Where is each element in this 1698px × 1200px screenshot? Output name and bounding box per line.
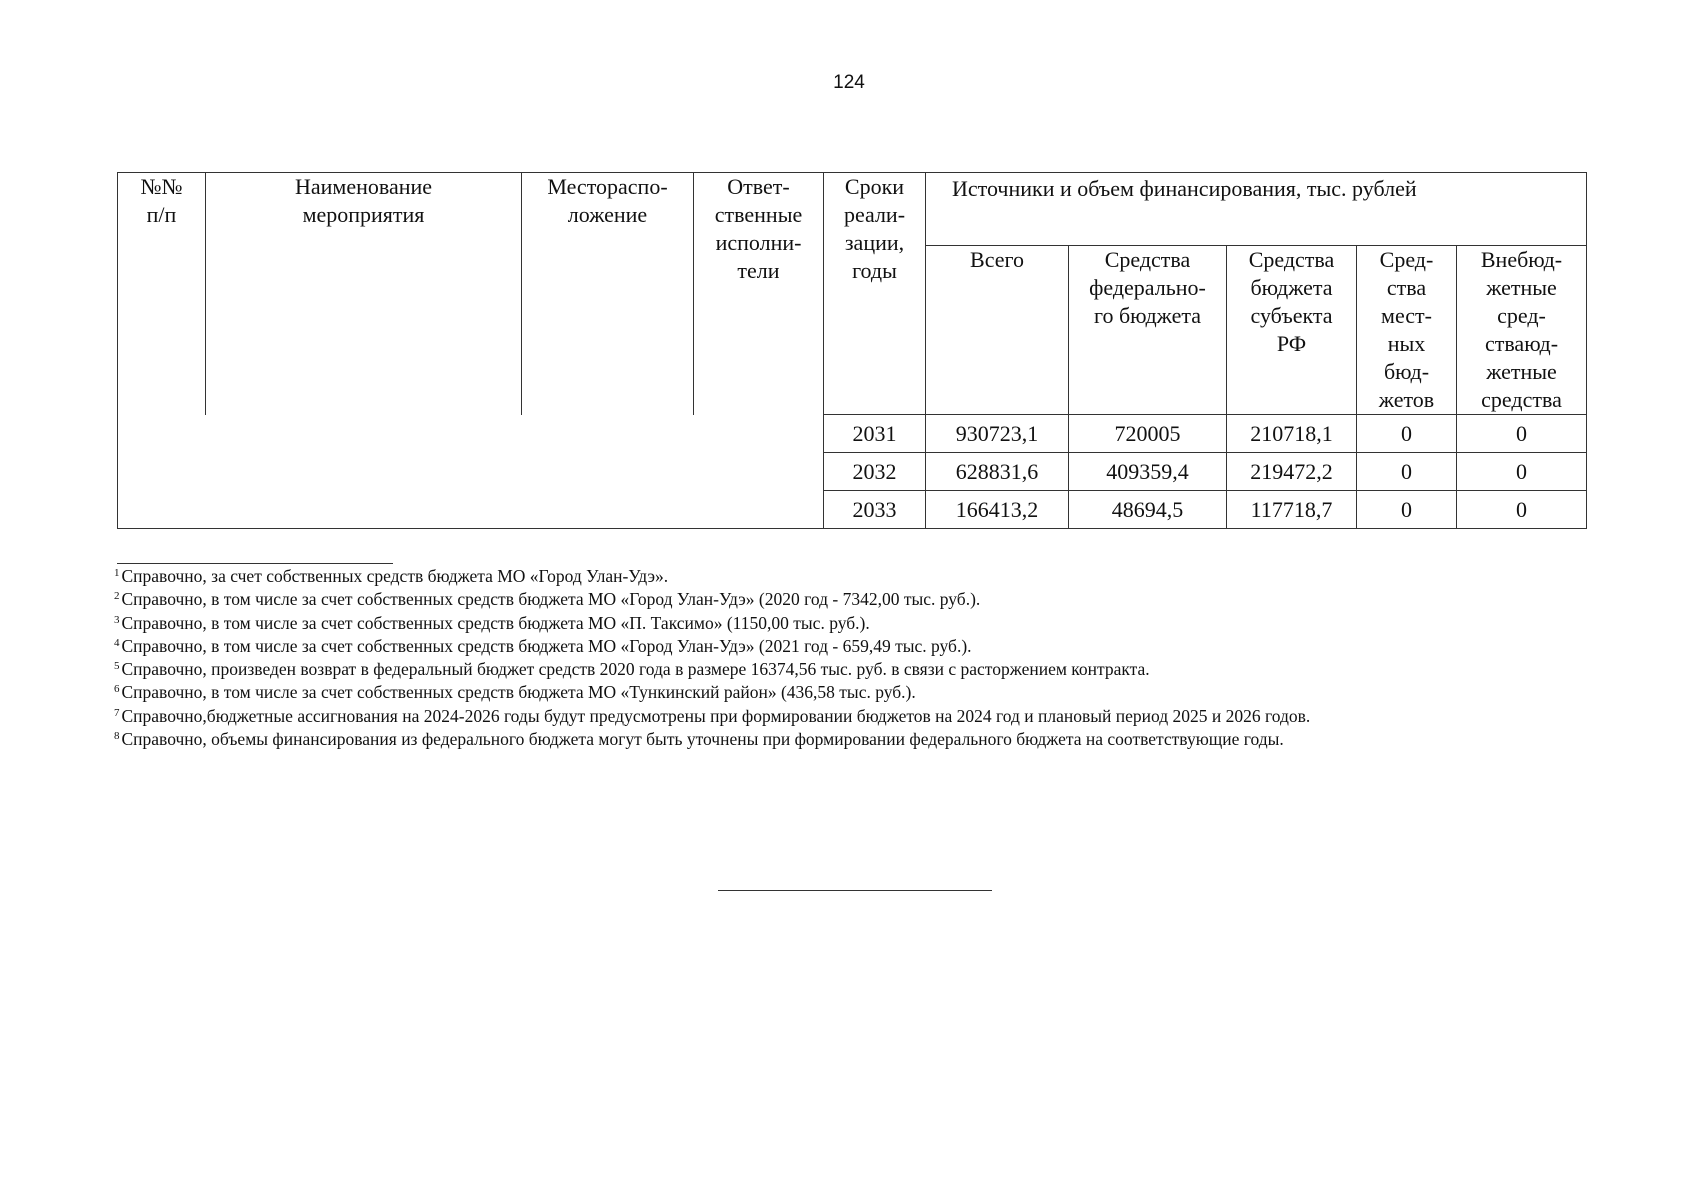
cell-year: 2033 xyxy=(824,491,926,529)
footnote xyxy=(114,588,1594,611)
footnote-mark: 5 xyxy=(114,660,120,673)
footnote-mark: 3 xyxy=(114,613,120,626)
cell-total: 166413,2 xyxy=(926,491,1069,529)
footnote-mark: 7 xyxy=(114,706,120,719)
footnote xyxy=(114,705,1594,728)
footnote-text: Справочно, объемы финансирования из федерального бюджета могут быть уточнены при формировании федерального бюджета на соответствующие годы. xyxy=(121,729,1284,750)
cell-federal: 48694,5 xyxy=(1069,491,1227,529)
footnote-separator xyxy=(117,563,393,564)
footnote xyxy=(114,658,1594,681)
empty-merged-cell xyxy=(118,415,824,529)
table-row xyxy=(118,415,1587,453)
footnote-text: Справочно, в том числе за счет собственных средств бюджета МО «Город Улан-Удэ» (2020 год - 7342,00 тыс. руб.). xyxy=(121,589,981,610)
cell-total: 628831,6 xyxy=(926,453,1069,491)
cell-extrabudgetary: 0 xyxy=(1457,491,1587,529)
footnote-text: Справочно, произведен возврат в федеральный бюджет средств 2020 года в размере 16374,56 тыс. руб. в связи с расторжением контракта. xyxy=(121,659,1150,680)
cell-local: 0 xyxy=(1357,415,1457,453)
header-event-name: Наименование мероприятия xyxy=(206,173,522,415)
footnote xyxy=(114,635,1594,658)
footnote-text: Справочно, в том числе за счет собственных средств бюджета МО «Город Улан-Удэ» (2021 год - 659,49 тыс. руб.). xyxy=(121,635,972,656)
footnote xyxy=(114,728,1594,751)
footnote xyxy=(114,565,1594,588)
financing-table xyxy=(117,172,1587,529)
footnote-mark: 4 xyxy=(114,636,120,649)
footnote xyxy=(114,681,1594,704)
header-total: Всего xyxy=(926,246,1069,415)
cell-year: 2031 xyxy=(824,415,926,453)
header-subject-budget: Средства бюджета субъекта РФ xyxy=(1227,246,1357,415)
header-local-budgets: Сред- ства мест- ных бюд- жетов xyxy=(1357,246,1457,415)
footnote-mark: 8 xyxy=(114,730,120,743)
header-funding-sources: Источники и объем финансирования, тыс. рублей xyxy=(926,173,1587,246)
footnote-mark: 6 xyxy=(114,683,120,696)
header-extrabudgetary: Внебюд- жетные сред- стваюд- жетные средства xyxy=(1457,246,1587,415)
footnote-text: Справочно, в том числе за счет собственных средств бюджета МО «Тункинский район» (436,58 тыс. руб.). xyxy=(121,682,916,703)
footnote-mark: 1 xyxy=(114,567,120,579)
footnote-text: Справочно, в том числе за счет собственных средств бюджета МО «П. Таксимо» (1150,00 тыс. руб.). xyxy=(121,612,870,633)
cell-federal: 409359,4 xyxy=(1069,453,1227,491)
footnotes xyxy=(114,565,1594,751)
cell-extrabudgetary: 0 xyxy=(1457,415,1587,453)
header-executors: Ответ- ственные исполни- тели xyxy=(694,173,824,415)
cell-subject: 210718,1 xyxy=(1227,415,1357,453)
cell-total: 930723,1 xyxy=(926,415,1069,453)
cell-local: 0 xyxy=(1357,453,1457,491)
page-number: 124 xyxy=(833,72,865,93)
header-number: №№ п/п xyxy=(118,173,206,415)
footnote-mark: 2 xyxy=(114,590,120,603)
header-federal-budget: Средства федерально- го бюджета xyxy=(1069,246,1227,415)
cell-subject: 117718,7 xyxy=(1227,491,1357,529)
cell-year: 2032 xyxy=(824,453,926,491)
cell-extrabudgetary: 0 xyxy=(1457,453,1587,491)
header-period: Сроки реали- зации, годы xyxy=(824,173,926,415)
header-location: Месторaспо- ложение xyxy=(522,173,694,415)
cell-subject: 219472,2 xyxy=(1227,453,1357,491)
footnote-text: Справочно, за счет собственных средств бюджета МО «Город Улан-Удэ». xyxy=(121,566,669,586)
footnote-text: Справочно,бюджетные ассигнования на 2024-2026 годы будут предусмотрены при формировании бюджетов на 2024 год и плановый период 2025 и 2026 годов. xyxy=(121,705,1311,726)
end-separator-line xyxy=(718,890,992,891)
cell-federal: 720005 xyxy=(1069,415,1227,453)
cell-local: 0 xyxy=(1357,491,1457,529)
footnote xyxy=(114,612,1594,635)
